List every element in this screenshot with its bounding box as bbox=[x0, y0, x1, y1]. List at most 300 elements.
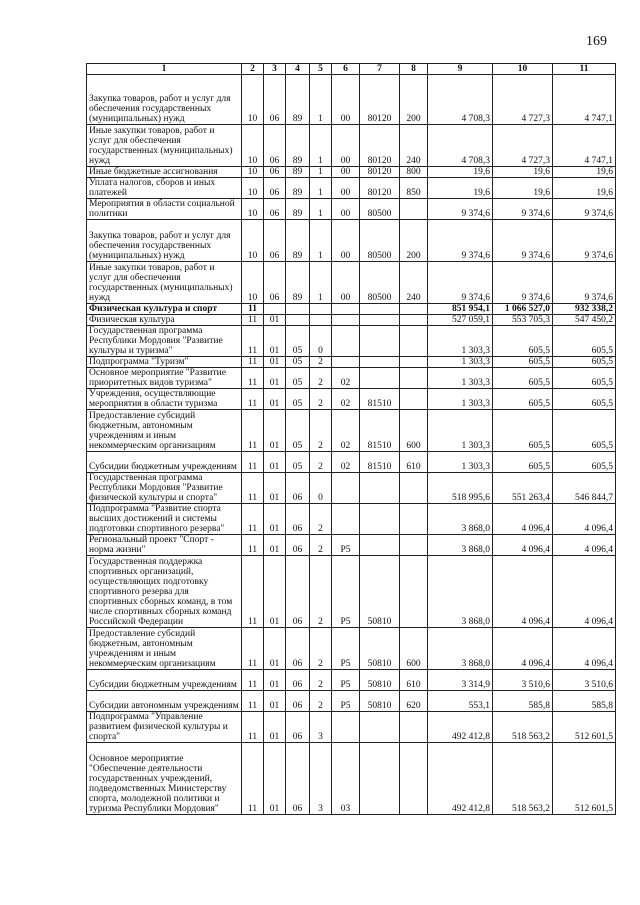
row-cell-v11: 4 747,1 bbox=[553, 75, 616, 125]
table-row bbox=[87, 304, 616, 315]
row-cell-c4: 06 bbox=[286, 712, 310, 743]
row-cell-c6: 00 bbox=[332, 199, 360, 220]
row-cell-v11: 512 601,5 bbox=[553, 743, 616, 815]
row-cell-c2: 10 bbox=[242, 262, 264, 304]
row-cell-c6: 00 bbox=[332, 75, 360, 125]
row-cell-v10: 553 705,3 bbox=[493, 315, 553, 326]
row-cell-c7: 50810 bbox=[360, 670, 400, 691]
table-row bbox=[87, 743, 616, 815]
row-cell-v9: 19,6 bbox=[428, 167, 493, 178]
row-cell-c2: 11 bbox=[242, 410, 264, 452]
row-cell-v11: 605,5 bbox=[553, 357, 616, 368]
row-cell-c2: 11 bbox=[242, 712, 264, 743]
row-cell-c4: 06 bbox=[286, 691, 310, 712]
table-row bbox=[87, 220, 616, 262]
row-name-cell: Государственная программа Республики Мордовия "Развитие физической культуры и спорта" bbox=[87, 473, 242, 504]
row-cell-c3: 01 bbox=[264, 628, 286, 670]
row-cell-c2: 10 bbox=[242, 75, 264, 125]
header-col-2: 2 bbox=[242, 64, 264, 75]
row-cell-c5: 2 bbox=[310, 556, 332, 628]
row-cell-c7 bbox=[360, 357, 400, 368]
row-cell-v10: 518 563,2 bbox=[493, 712, 553, 743]
row-cell-c5 bbox=[310, 304, 332, 315]
row-cell-c5: 3 bbox=[310, 743, 332, 815]
row-cell-c8 bbox=[400, 743, 428, 815]
row-name-cell: Субсидии бюджетным учреждениям bbox=[87, 452, 242, 473]
row-cell-c8: 600 bbox=[400, 410, 428, 452]
row-cell-c8 bbox=[400, 199, 428, 220]
row-cell-c8 bbox=[400, 389, 428, 410]
row-cell-v9: 9 374,6 bbox=[428, 220, 493, 262]
row-cell-c8: 610 bbox=[400, 452, 428, 473]
row-cell-v9: 4 708,3 bbox=[428, 125, 493, 167]
row-cell-c3: 01 bbox=[264, 535, 286, 556]
row-cell-v11: 585,8 bbox=[553, 691, 616, 712]
row-cell-c7: 80500 bbox=[360, 199, 400, 220]
row-cell-c6 bbox=[332, 304, 360, 315]
row-cell-c7 bbox=[360, 535, 400, 556]
row-cell-v9: 1 303,3 bbox=[428, 452, 493, 473]
row-cell-c3: 06 bbox=[264, 220, 286, 262]
row-cell-v10: 605,5 bbox=[493, 368, 553, 389]
row-cell-v10: 4 096,4 bbox=[493, 535, 553, 556]
row-cell-c6: 00 bbox=[332, 125, 360, 167]
row-cell-c8 bbox=[400, 556, 428, 628]
row-cell-c2: 11 bbox=[242, 743, 264, 815]
row-cell-c7 bbox=[360, 473, 400, 504]
row-cell-v10: 9 374,6 bbox=[493, 262, 553, 304]
row-cell-v10: 9 374,6 bbox=[493, 199, 553, 220]
row-cell-c2: 11 bbox=[242, 556, 264, 628]
row-cell-c3: 06 bbox=[264, 199, 286, 220]
row-cell-c7: 80120 bbox=[360, 178, 400, 199]
row-cell-c7 bbox=[360, 368, 400, 389]
row-cell-c2: 10 bbox=[242, 178, 264, 199]
table-row bbox=[87, 535, 616, 556]
row-cell-c5: 2 bbox=[310, 670, 332, 691]
row-cell-c2: 11 bbox=[242, 326, 264, 357]
row-cell-c3: 01 bbox=[264, 368, 286, 389]
row-cell-c3: 01 bbox=[264, 743, 286, 815]
row-cell-v11: 9 374,6 bbox=[553, 262, 616, 304]
row-cell-c8: 240 bbox=[400, 125, 428, 167]
row-cell-v11: 932 338,2 bbox=[553, 304, 616, 315]
row-cell-v9: 492 412,8 bbox=[428, 743, 493, 815]
row-cell-c6 bbox=[332, 357, 360, 368]
row-name-cell: Субсидии автономным учреждениям bbox=[87, 691, 242, 712]
budget-table bbox=[86, 63, 616, 815]
row-cell-c5: 3 bbox=[310, 712, 332, 743]
row-cell-c3: 01 bbox=[264, 691, 286, 712]
row-cell-v9: 3 868,0 bbox=[428, 628, 493, 670]
row-cell-v9: 492 412,8 bbox=[428, 712, 493, 743]
row-cell-v11: 512 601,5 bbox=[553, 712, 616, 743]
row-cell-c8 bbox=[400, 535, 428, 556]
row-cell-c8 bbox=[400, 357, 428, 368]
row-cell-c2: 11 bbox=[242, 389, 264, 410]
row-name-cell: Закупка товаров, работ и услуг для обеспечения государственных (муниципальных) нужд bbox=[87, 220, 242, 262]
row-cell-c6: P5 bbox=[332, 628, 360, 670]
row-cell-c6: P5 bbox=[332, 670, 360, 691]
row-cell-c8: 600 bbox=[400, 628, 428, 670]
row-cell-c6: 00 bbox=[332, 178, 360, 199]
row-cell-v10: 4 096,4 bbox=[493, 504, 553, 535]
row-cell-c5: 2 bbox=[310, 535, 332, 556]
row-cell-c7 bbox=[360, 315, 400, 326]
row-cell-c4: 05 bbox=[286, 368, 310, 389]
row-cell-c8: 610 bbox=[400, 670, 428, 691]
row-cell-c8: 240 bbox=[400, 262, 428, 304]
table-row bbox=[87, 262, 616, 304]
row-cell-v11: 605,5 bbox=[553, 389, 616, 410]
row-cell-c3: 01 bbox=[264, 556, 286, 628]
row-cell-c5: 2 bbox=[310, 691, 332, 712]
table-row bbox=[87, 75, 616, 125]
row-cell-c5: 0 bbox=[310, 473, 332, 504]
row-cell-c4: 05 bbox=[286, 389, 310, 410]
row-cell-v10: 4 096,4 bbox=[493, 556, 553, 628]
row-cell-c5: 2 bbox=[310, 368, 332, 389]
row-cell-c7 bbox=[360, 504, 400, 535]
row-cell-v9: 3 868,0 bbox=[428, 535, 493, 556]
row-cell-c3: 06 bbox=[264, 262, 286, 304]
row-name-cell: Основное мероприятие "Обеспечение деятельности государственных учреждений, подведомственных Министерству спорта, молодежной политики и туризма Республики Мордовия" bbox=[87, 743, 242, 815]
row-cell-c3: 06 bbox=[264, 125, 286, 167]
row-cell-c4: 06 bbox=[286, 473, 310, 504]
header-col-6: 6 bbox=[332, 64, 360, 75]
row-cell-c8 bbox=[400, 315, 428, 326]
row-cell-c2: 10 bbox=[242, 199, 264, 220]
table-row bbox=[87, 125, 616, 167]
row-cell-c6: 02 bbox=[332, 452, 360, 473]
row-cell-v11: 4 747,1 bbox=[553, 125, 616, 167]
row-cell-c3 bbox=[264, 304, 286, 315]
row-cell-c4: 05 bbox=[286, 326, 310, 357]
row-cell-v9: 1 303,3 bbox=[428, 389, 493, 410]
table-row bbox=[87, 315, 616, 326]
row-cell-c6: 03 bbox=[332, 743, 360, 815]
row-name-cell: Закупка товаров, работ и услуг для обеспечения государственных (муниципальных) нужд bbox=[87, 75, 242, 125]
row-cell-v9: 527 059,1 bbox=[428, 315, 493, 326]
row-cell-c2: 11 bbox=[242, 504, 264, 535]
row-cell-c6: 02 bbox=[332, 389, 360, 410]
row-cell-c6 bbox=[332, 504, 360, 535]
table-row bbox=[87, 326, 616, 357]
row-cell-v9: 3 314,9 bbox=[428, 670, 493, 691]
row-cell-c7: 80500 bbox=[360, 262, 400, 304]
row-name-cell: Учреждения, осуществляющие мероприятия в области туризма bbox=[87, 389, 242, 410]
row-cell-v11: 605,5 bbox=[553, 326, 616, 357]
row-cell-c6: 00 bbox=[332, 220, 360, 262]
row-cell-c8 bbox=[400, 304, 428, 315]
row-cell-v11: 9 374,6 bbox=[553, 220, 616, 262]
row-cell-c4: 06 bbox=[286, 743, 310, 815]
table-row bbox=[87, 691, 616, 712]
row-cell-c2: 11 bbox=[242, 452, 264, 473]
header-col-11: 11 bbox=[553, 64, 616, 75]
header-col-3: 3 bbox=[264, 64, 286, 75]
row-name-cell: Региональный проект "Спорт - норма жизни" bbox=[87, 535, 242, 556]
row-cell-c7: 80120 bbox=[360, 167, 400, 178]
row-cell-c2: 11 bbox=[242, 473, 264, 504]
row-cell-v9: 1 303,3 bbox=[428, 326, 493, 357]
row-cell-c7: 80120 bbox=[360, 75, 400, 125]
row-cell-c8 bbox=[400, 712, 428, 743]
row-cell-c2: 10 bbox=[242, 167, 264, 178]
row-cell-c4 bbox=[286, 315, 310, 326]
table-row bbox=[87, 556, 616, 628]
row-cell-c5: 1 bbox=[310, 167, 332, 178]
row-cell-c8: 800 bbox=[400, 167, 428, 178]
row-cell-v10: 3 510,6 bbox=[493, 670, 553, 691]
row-cell-c5: 1 bbox=[310, 178, 332, 199]
row-cell-c8: 200 bbox=[400, 220, 428, 262]
header-col-4: 4 bbox=[286, 64, 310, 75]
table-row bbox=[87, 368, 616, 389]
row-cell-v9: 3 868,0 bbox=[428, 504, 493, 535]
row-name-cell: Государственная поддержка спортивных организаций, осуществляющих подготовку спортивного резерва для спортивных сборных команд, в том числе спортивных сборных команд Российской Федерации bbox=[87, 556, 242, 628]
row-cell-v11: 9 374,6 bbox=[553, 199, 616, 220]
row-cell-c3: 01 bbox=[264, 670, 286, 691]
row-cell-c2: 11 bbox=[242, 304, 264, 315]
row-cell-v9: 1 303,3 bbox=[428, 357, 493, 368]
row-cell-c6 bbox=[332, 315, 360, 326]
header-col-7: 7 bbox=[360, 64, 400, 75]
row-cell-c6: 00 bbox=[332, 167, 360, 178]
row-cell-c4: 06 bbox=[286, 504, 310, 535]
row-cell-c3: 01 bbox=[264, 315, 286, 326]
row-cell-c4: 89 bbox=[286, 167, 310, 178]
table-row bbox=[87, 670, 616, 691]
header-col-10: 10 bbox=[493, 64, 553, 75]
row-cell-c6 bbox=[332, 712, 360, 743]
row-name-cell: Предоставление субсидий бюджетным, автономным учреждениям и иным некоммерческим организациям bbox=[87, 628, 242, 670]
row-cell-v10: 518 563,2 bbox=[493, 743, 553, 815]
row-name-cell: Субсидии бюджетным учреждениям bbox=[87, 670, 242, 691]
row-cell-c5: 1 bbox=[310, 125, 332, 167]
row-cell-v10: 4 096,4 bbox=[493, 628, 553, 670]
row-cell-v10: 19,6 bbox=[493, 178, 553, 199]
row-cell-c7: 81510 bbox=[360, 389, 400, 410]
row-cell-c6 bbox=[332, 326, 360, 357]
row-cell-c8: 620 bbox=[400, 691, 428, 712]
column-number-header bbox=[87, 64, 616, 75]
row-cell-c4: 06 bbox=[286, 535, 310, 556]
row-name-cell: Физическая культура bbox=[87, 315, 242, 326]
table-row bbox=[87, 504, 616, 535]
row-cell-c2: 10 bbox=[242, 125, 264, 167]
row-cell-v10: 551 263,4 bbox=[493, 473, 553, 504]
row-cell-c2: 11 bbox=[242, 368, 264, 389]
row-name-cell: Иные закупки товаров, работ и услуг для обеспечения государственных (муниципальных) нужд bbox=[87, 262, 242, 304]
page-number: 169 bbox=[586, 34, 607, 49]
row-cell-v11: 4 096,4 bbox=[553, 535, 616, 556]
row-cell-c3: 01 bbox=[264, 452, 286, 473]
row-cell-c2: 10 bbox=[242, 220, 264, 262]
row-cell-v10: 585,8 bbox=[493, 691, 553, 712]
header-col-9: 9 bbox=[428, 64, 493, 75]
row-cell-c5: 1 bbox=[310, 199, 332, 220]
table-row bbox=[87, 473, 616, 504]
row-cell-v11: 605,5 bbox=[553, 410, 616, 452]
row-cell-v9: 3 868,0 bbox=[428, 556, 493, 628]
row-cell-c5: 2 bbox=[310, 452, 332, 473]
row-cell-v11: 4 096,4 bbox=[553, 504, 616, 535]
row-cell-c3: 01 bbox=[264, 712, 286, 743]
row-cell-c2: 11 bbox=[242, 691, 264, 712]
row-cell-v10: 605,5 bbox=[493, 410, 553, 452]
row-cell-c7: 81510 bbox=[360, 452, 400, 473]
row-cell-v10: 605,5 bbox=[493, 452, 553, 473]
row-cell-c4 bbox=[286, 304, 310, 315]
table-row bbox=[87, 178, 616, 199]
row-cell-v9: 4 708,3 bbox=[428, 75, 493, 125]
row-cell-c4: 06 bbox=[286, 556, 310, 628]
row-cell-v11: 547 450,2 bbox=[553, 315, 616, 326]
header-col-8: 8 bbox=[400, 64, 428, 75]
row-cell-c4: 06 bbox=[286, 670, 310, 691]
row-name-cell: Физическая культура и спорт bbox=[87, 304, 242, 315]
row-cell-v11: 605,5 bbox=[553, 452, 616, 473]
row-cell-v9: 1 303,3 bbox=[428, 410, 493, 452]
row-name-cell: Подпрограмма "Управление развитием физической культуры и спорта" bbox=[87, 712, 242, 743]
row-cell-c5: 1 bbox=[310, 75, 332, 125]
row-cell-c3: 06 bbox=[264, 75, 286, 125]
row-cell-c3: 01 bbox=[264, 410, 286, 452]
row-name-cell: Иные бюджетные ассигнования bbox=[87, 167, 242, 178]
row-cell-c3: 01 bbox=[264, 326, 286, 357]
table-row bbox=[87, 410, 616, 452]
row-cell-v9: 1 303,3 bbox=[428, 368, 493, 389]
row-cell-v9: 553,1 bbox=[428, 691, 493, 712]
row-cell-v10: 605,5 bbox=[493, 357, 553, 368]
row-cell-v9: 9 374,6 bbox=[428, 262, 493, 304]
row-cell-c7: 80500 bbox=[360, 220, 400, 262]
row-cell-c4: 89 bbox=[286, 220, 310, 262]
row-cell-c7: 50810 bbox=[360, 556, 400, 628]
row-cell-c4: 89 bbox=[286, 199, 310, 220]
row-cell-v9: 19,6 bbox=[428, 178, 493, 199]
row-cell-v11: 3 510,6 bbox=[553, 670, 616, 691]
row-name-cell: Предоставление субсидий бюджетным, автономным учреждениям и иным некоммерческим организациям bbox=[87, 410, 242, 452]
row-cell-c8 bbox=[400, 473, 428, 504]
row-name-cell: Подпрограмма "Развитие спорта высших достижений и системы подготовки спортивного резерва" bbox=[87, 504, 242, 535]
row-cell-c3: 01 bbox=[264, 504, 286, 535]
row-cell-v10: 605,5 bbox=[493, 389, 553, 410]
row-cell-c2: 11 bbox=[242, 535, 264, 556]
row-cell-v11: 605,5 bbox=[553, 368, 616, 389]
table-row bbox=[87, 628, 616, 670]
row-cell-c5 bbox=[310, 315, 332, 326]
row-cell-v10: 4 727,3 bbox=[493, 125, 553, 167]
row-cell-c4: 89 bbox=[286, 178, 310, 199]
row-cell-c5: 0 bbox=[310, 326, 332, 357]
row-name-cell: Основное мероприятие "Развитие приоритетных видов туризма" bbox=[87, 368, 242, 389]
row-cell-c5: 1 bbox=[310, 262, 332, 304]
row-name-cell: Уплата налогов, сборов и иных платежей bbox=[87, 178, 242, 199]
row-cell-c6: P5 bbox=[332, 556, 360, 628]
row-cell-v10: 9 374,6 bbox=[493, 220, 553, 262]
row-cell-c4: 89 bbox=[286, 262, 310, 304]
table-row bbox=[87, 167, 616, 178]
row-cell-v11: 546 844,7 bbox=[553, 473, 616, 504]
row-cell-c6 bbox=[332, 473, 360, 504]
row-cell-v11: 4 096,4 bbox=[553, 556, 616, 628]
row-cell-c8 bbox=[400, 368, 428, 389]
row-cell-c3: 01 bbox=[264, 357, 286, 368]
row-cell-v10: 4 727,3 bbox=[493, 75, 553, 125]
row-cell-c4: 05 bbox=[286, 410, 310, 452]
row-cell-v11: 19,6 bbox=[553, 167, 616, 178]
row-cell-v11: 4 096,4 bbox=[553, 628, 616, 670]
row-cell-c8: 200 bbox=[400, 75, 428, 125]
row-name-cell: Мероприятия в области социальной политики bbox=[87, 199, 242, 220]
row-cell-c8 bbox=[400, 326, 428, 357]
row-cell-c7: 50810 bbox=[360, 628, 400, 670]
table-row bbox=[87, 357, 616, 368]
row-cell-c7: 80120 bbox=[360, 125, 400, 167]
row-cell-c7: 81510 bbox=[360, 410, 400, 452]
row-cell-c2: 11 bbox=[242, 628, 264, 670]
table-row bbox=[87, 452, 616, 473]
row-cell-c7 bbox=[360, 304, 400, 315]
header-col-1: 1 bbox=[87, 64, 242, 75]
row-cell-c5: 2 bbox=[310, 628, 332, 670]
row-cell-c7 bbox=[360, 712, 400, 743]
row-cell-c5: 2 bbox=[310, 410, 332, 452]
row-cell-c6: 02 bbox=[332, 368, 360, 389]
row-cell-c3: 06 bbox=[264, 167, 286, 178]
row-cell-c7 bbox=[360, 326, 400, 357]
row-cell-c6: 00 bbox=[332, 262, 360, 304]
row-cell-c3: 06 bbox=[264, 178, 286, 199]
row-cell-c6: 02 bbox=[332, 410, 360, 452]
row-cell-v11: 19,6 bbox=[553, 178, 616, 199]
row-name-cell: Подпрограмма "Туризм" bbox=[87, 357, 242, 368]
row-cell-v10: 605,5 bbox=[493, 326, 553, 357]
row-name-cell: Иные закупки товаров, работ и услуг для обеспечения государственных (муниципальных) нужд bbox=[87, 125, 242, 167]
row-cell-v9: 851 954,1 bbox=[428, 304, 493, 315]
row-cell-v10: 19,6 bbox=[493, 167, 553, 178]
row-cell-c7 bbox=[360, 743, 400, 815]
row-cell-c6: P5 bbox=[332, 691, 360, 712]
table-row bbox=[87, 199, 616, 220]
row-cell-c5: 2 bbox=[310, 389, 332, 410]
row-cell-c4: 06 bbox=[286, 628, 310, 670]
row-cell-c4: 05 bbox=[286, 357, 310, 368]
row-cell-c2: 11 bbox=[242, 357, 264, 368]
row-cell-c2: 11 bbox=[242, 670, 264, 691]
row-cell-c8: 850 bbox=[400, 178, 428, 199]
row-cell-c5: 2 bbox=[310, 357, 332, 368]
row-cell-v10: 1 066 527,0 bbox=[493, 304, 553, 315]
header-col-5: 5 bbox=[310, 64, 332, 75]
row-cell-c2: 11 bbox=[242, 315, 264, 326]
row-cell-c4: 05 bbox=[286, 452, 310, 473]
row-cell-c4: 89 bbox=[286, 125, 310, 167]
row-cell-c8 bbox=[400, 504, 428, 535]
table-row bbox=[87, 712, 616, 743]
row-cell-c5: 2 bbox=[310, 504, 332, 535]
row-name-cell: Государственная программа Республики Мордовия "Развитие культуры и туризма" bbox=[87, 326, 242, 357]
row-cell-v9: 9 374,6 bbox=[428, 199, 493, 220]
table-row bbox=[87, 389, 616, 410]
row-cell-c3: 01 bbox=[264, 389, 286, 410]
row-cell-c5: 1 bbox=[310, 220, 332, 262]
row-cell-c3: 01 bbox=[264, 473, 286, 504]
row-cell-c7: 50810 bbox=[360, 691, 400, 712]
row-cell-c4: 89 bbox=[286, 75, 310, 125]
